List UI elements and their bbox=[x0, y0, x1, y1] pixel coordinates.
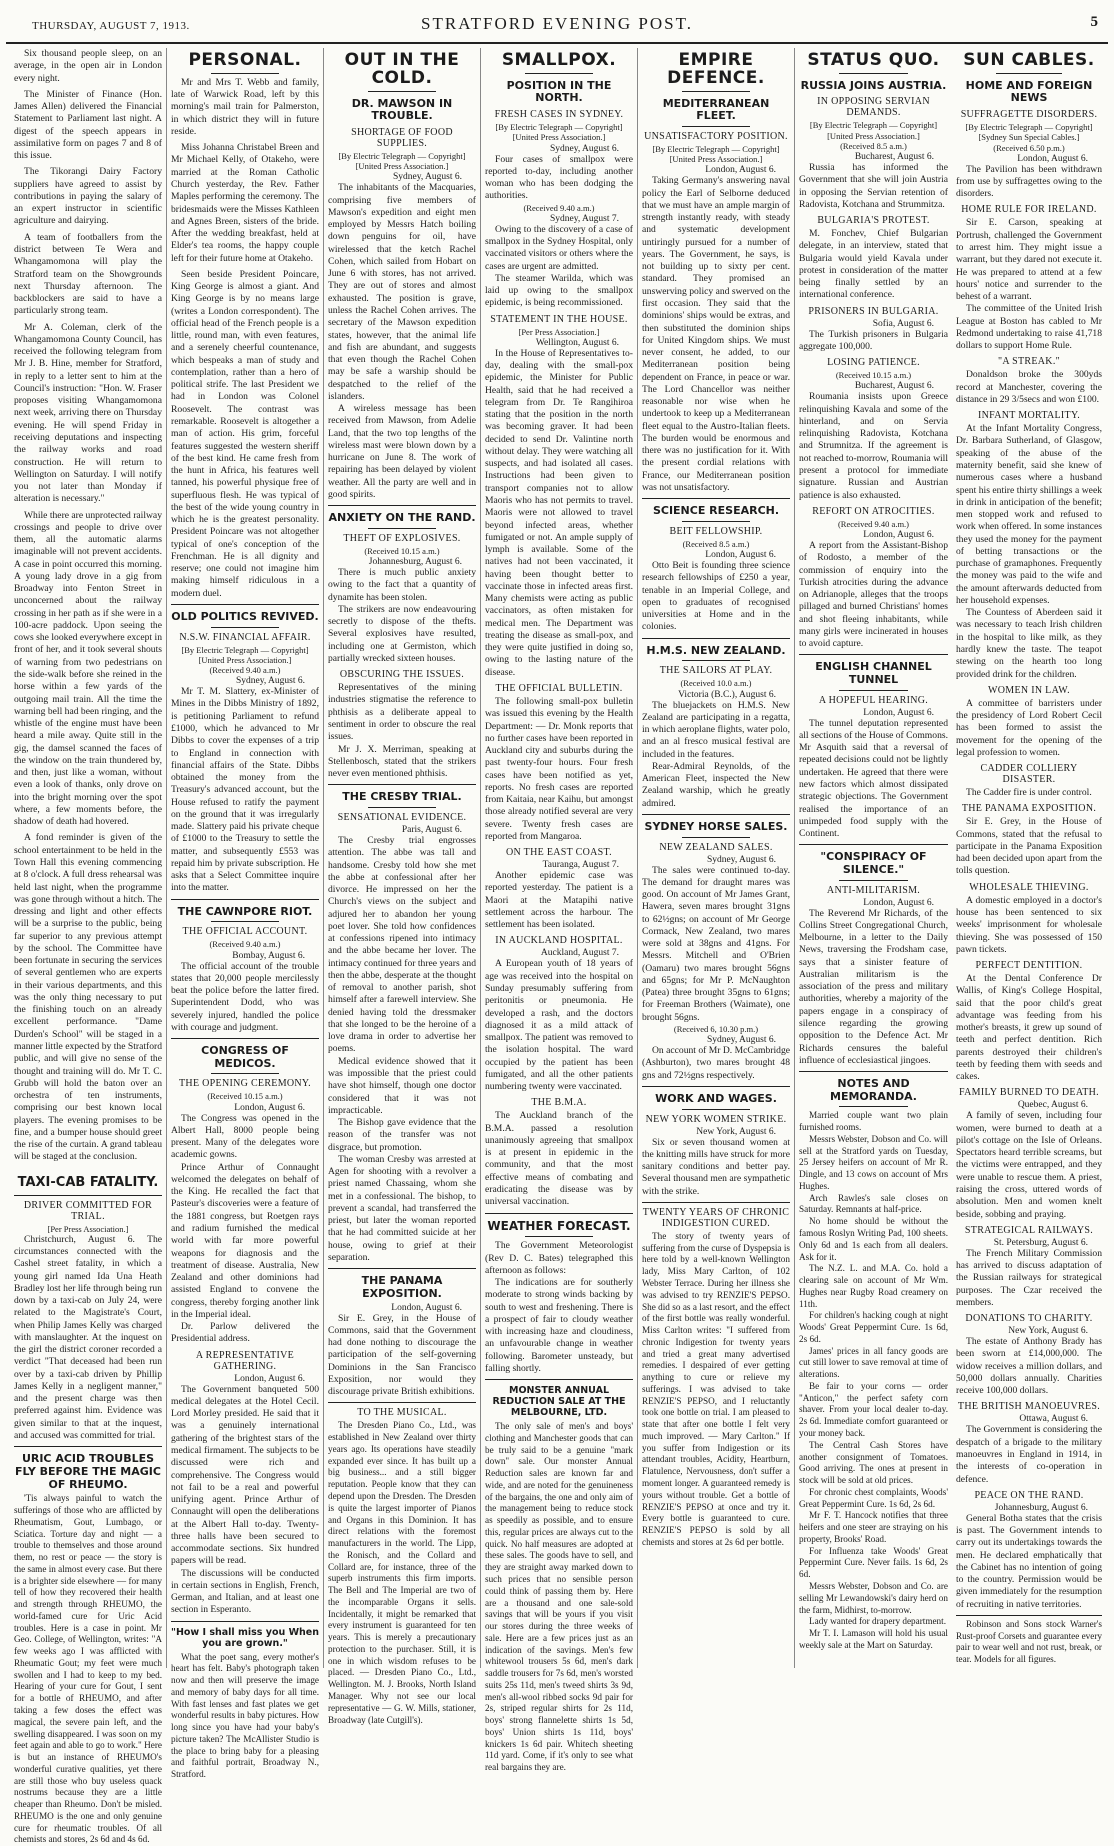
paragraph: Four cases of smallpox were reported to-day, including another woman who has been dodging the authorities. bbox=[485, 153, 633, 202]
paragraph: The Minister of Finance (Hon. James Allen) delivered the Financial Statement to Parliament last night. A digest of the speech appears in assimilative form on pages 7 and 8 of this issue. bbox=[14, 88, 162, 162]
received-time: (Received 10.15 a.m.) bbox=[835, 370, 912, 381]
advertisement-text: The Dresden Piano Co., Ltd., was established in New Zealand over thirty years ago. Its operations have steadily expanded ever since. It has built up a big business... and a still bigger reputation. People know that they can depend upon the Dresden. The Dresden is quite the largest importer of Pianos and Organs in this Dominion. It has direct relations with the foremost manufacturers in the world. The Lipp, the Ronisch, and the Collard and Collard are, for instance, three of the superb instruments this firm imports. The Bell and The Imperial are two of the incomparable Organs it sells. Incidentally, it might be remarked that every instrument is guaranteed for ten years. This is merely a precautionary protection to the purchaser. Still, it is one in which wisdom refuses to be placed. — Dresden Piano Co., Ltd., Wellington. M. J. Brooks, North Island Manager. Why not see our local representative — G. W. Mills, stationer, Broadway (late Cutgill's). bbox=[328, 1420, 476, 1725]
paragraph: Six or seven thousand women at the knitting mills have struck for more sanitary conditions and better pay. Several thousand men are sympathetic with the strike. bbox=[642, 1136, 790, 1197]
subheadline: THE OPENING CEREMONY. bbox=[179, 1078, 311, 1090]
paragraph: At the Dental Conference Dr Wallis, of King's College Hospital, said that the poor child's great advantage was feeding from his mother's breasts, it grew up sound of teeth and perfect dentition. Rich parents destroyed their children's teeth by feeding them with seeds and cakes. bbox=[956, 973, 1102, 1083]
subheadline: THEFT OF EXPLOSIVES. bbox=[343, 532, 461, 544]
received-time: (Received 6, 10.30 p.m.) bbox=[673, 1023, 759, 1034]
headline: MEDITERRANEAN FLEET. bbox=[662, 96, 770, 123]
paragraph: General Botha states that the crisis is past. The Government intends to carry out its undertakings towards the men. He declared emphatically that the Cabinet has no intention of going to the country. Permission would be given immediately for the resumption of recruiting in native territories. bbox=[956, 1512, 1102, 1610]
divider bbox=[682, 126, 750, 127]
dateline: Quebec, August 6. bbox=[1017, 1100, 1088, 1111]
paragraph: A family of seven, including four women, were burned to death at a pilot's cottage on the Isle of Orleans. Spectators heard terrible screams, but the victims were entrapped, and they were unable to rescue them. A priest, raising the cross, uttered words of absolution. Men and women knelt beside, sobbing and praying. bbox=[956, 1110, 1102, 1220]
headline: NOTES AND MEMORANDA. bbox=[830, 1077, 917, 1103]
page-number: 5 bbox=[1090, 14, 1098, 30]
divider bbox=[368, 91, 436, 92]
divider bbox=[642, 1202, 790, 1203]
received-time: (Received 10.15 a.m.) bbox=[364, 545, 440, 556]
notice: Be fair to your corns — order "Anticon," the perfect safety corn shaver. From your local dealer to-day. 2s 6d. Immediate comfort guaranteed or your money back. bbox=[799, 1380, 948, 1439]
notice: Arch Rawles's sale closes on Saturday. Remnants at half-price. bbox=[799, 1192, 948, 1215]
notice: Messrs Webster, Dobson and Co. are selling Mr Lewandowski's dairy herd on the farm, Midhirst, to-morrow. bbox=[799, 1580, 948, 1615]
paragraph: Russia has informed the Government that she will join Austria in opposing the Servian retention of Radovista, Kotchana and Strummitza. bbox=[799, 162, 948, 210]
subheadline: THE BRITISH MANOEUVRES. bbox=[957, 1401, 1101, 1413]
dateline: Wellington, August 6. bbox=[535, 337, 619, 348]
headline: WEATHER FORECAST. bbox=[487, 1218, 631, 1233]
paragraph: The discussions will be conducted in certain sections in English, French, German, and Italian, and at least one section in Esperanto. bbox=[171, 1567, 319, 1616]
divider bbox=[211, 1073, 279, 1074]
subheadline: PRISONERS IN BULGARIA. bbox=[808, 305, 939, 317]
paragraph: Mr J. X. Merriman, speaking at Stellenbosch, stated that the strikers never even mentioned phthisis. bbox=[328, 743, 476, 780]
headline: ENGLISH CHANNEL TUNNEL bbox=[815, 660, 932, 687]
section-title: OUT IN THE COLD. bbox=[344, 50, 460, 88]
dateline: Sydney, August 6. bbox=[706, 854, 776, 865]
advertisement-text: Robinson and Sons stock Warner's Rust-proof Corsets and guarantee every pair to wear well and not rust, break, or tear. Models for all figures. bbox=[956, 1618, 1102, 1665]
headline: THE CAWNPORE RIOT. bbox=[177, 904, 313, 918]
headline: SYDNEY HORSE SALES. bbox=[644, 819, 788, 833]
subheadline: NEW ZEALAND SALES. bbox=[659, 841, 773, 853]
paragraph: A fond reminder is given of the school entertainment to be held in the Town Hall this evening commencing at 8 o'clock. A full dress rehearsal was held last night, when the programme was gone through without a hitch. The dressing and light and other effects will be a surprise to the public, being far superior to any previous attempt by the school. The Committee have been fortunate in securing the services of several gentlemen who are experts in their various departments, and this was the only thing necessary to put the finishing touch on an already excellent performance. "Dame Durden's School" will be staged in a manner little expected by the Stratford public, and will give no sense of the thought and training will do. Mr T. C. Grubb will hold the baton over an orchestra of ten instruments, comprising our best known local players. The evening promises to be fine, and a bumper house should greet the rise of the curtain. A grand tableau will be staged at the conclusion. bbox=[14, 832, 162, 1163]
divider bbox=[799, 1071, 948, 1072]
subheadline: N.S.W. FINANCIAL AFFAIR. bbox=[179, 631, 311, 643]
divider bbox=[682, 1109, 750, 1110]
notice: Lady wanted for drapery department. bbox=[809, 1616, 946, 1627]
column-4 bbox=[481, 48, 638, 1773]
wire-credit: [By Electric Telegraph — Copyright] [United Press Association.] bbox=[809, 120, 938, 141]
received-time: (Received 10.0 a.m.) bbox=[680, 678, 752, 689]
paragraph: There is much public anxiety owing to the fact that a quantity of dynamite has been stolen. bbox=[328, 567, 476, 603]
notice: James' prices in all fancy goods are cut still lower to save removal at time of alterations. bbox=[799, 1345, 948, 1380]
notice: Mr T. I. Lamason will hold his usual weekly sale at the Mart on Saturday. bbox=[799, 1628, 948, 1650]
wire-credit: [Per Press Association.] bbox=[47, 1223, 129, 1234]
paragraph: The steamer Warilda, which was laid up owing to the smallpox epidemic, is being recommissioned. bbox=[485, 272, 633, 309]
divider bbox=[642, 498, 790, 499]
paragraph: Medical evidence showed that it was impossible that the priest could have shot himself, though one doctor considered that it was not impracticable. bbox=[328, 1055, 476, 1116]
divider bbox=[525, 1236, 593, 1237]
dateline: Auckland, August 7. bbox=[540, 948, 619, 959]
paragraph: The sales were continued to-day. The demand for draught mares was good. On account of Mr James Grant, Hawera, seven mares brought 31gns to 62½gns; on account of Mr George Cormack, New Zealand, two mares were sold at 38gns and 41gns. For Messrs. Mitchell and O'Brien (Oamaru) two mares brought 56gns and 65gns; for Mr P. McNaughton (Patea) three brought 35gns to 61gns; for Freeman Brothers (Waimate), one brought 56gns. bbox=[642, 864, 790, 1023]
paragraph: The Cadder fire is under control. bbox=[966, 787, 1092, 799]
subheadline: OBSCURING THE ISSUES. bbox=[339, 669, 465, 681]
received-time: (Received 8.5 a.m.) bbox=[682, 538, 750, 549]
divider bbox=[839, 880, 908, 881]
notice: Mr F. T. Hancock notifies that three heifers and one steer are straying on his property, Brooks' Road. bbox=[799, 1510, 948, 1544]
subheadline: FAMILY BURNED TO DEATH. bbox=[959, 1087, 1099, 1099]
dateline: London, August 6. bbox=[863, 707, 934, 718]
subheadline: REFORT ON ATROCITIES. bbox=[812, 505, 935, 517]
paragraph: The tunnel deputation represented all sections of the House of Commons. Mr Asquith said that a reversal of repeated decisions could not be lightly undertaken. He agreed that there were new factors which almost dissipated strategic objections. The Government realised the importance of an unimpeded food supply with the Continent. bbox=[799, 717, 948, 840]
dateline: London, August 6. bbox=[391, 1302, 462, 1313]
column-2 bbox=[167, 48, 324, 1780]
divider bbox=[485, 1213, 633, 1214]
paragraph: The estate of Anthony Brady has been sworn at £14,000,000. The widow receives a million dollars, and 50,000 dollars annually. Charities receive 100,000 dollars. bbox=[956, 1336, 1102, 1397]
paragraph: Prince Arthur of Connaught welcomed the delegates on behalf of the King. He recalled the fact that Pasteur's discoveries were a feature of the 1881 congress, but Roetgen rays and radium furnished the medical world with far more powerful weapons for diagnosis and the treatment of disease. Australia, New Zealand and other dominions had assisted England to convene the congress, thereby forging another link in the Imperial ideal. bbox=[171, 1161, 319, 1320]
dateline: London, August 6. bbox=[863, 530, 934, 540]
paragraph: Seen beside President Poincare, King George is almost a giant. And King George is by no means large (writes a London correspondent). The official head of the French people is a little, round man, with even features, and a serenely cheerful countenance, which bespeaks a man of study and contemplation, rather than a hero of political strife. The last President we had in London was Colonel Roosevelt. The contrast was remarkable. Roosevelt is altogether a man of action. His grim, forceful features suggested the western sheriff of the best kind. He came fresh from the hunt in Africa, his features well tanned, his powerful physique free of superfluous flesh. He was typical of the best of the wide young country in which he is the greatest personality. President Poincare was not altogether typical of one's conception of the Frenchman. He is all dignity and reserve; one could not imagine him making himself ridiculous in a modern duel. bbox=[171, 268, 319, 599]
dateline: London, August 6. bbox=[234, 1373, 305, 1384]
divider bbox=[14, 1195, 162, 1196]
paragraph: M. Fonchev, Chief Bulgarian delegate, in an interview, stated that Bulgaria would yield Kavala under protest in consideration of the matter being finally settled by an international conference. bbox=[799, 228, 948, 301]
paragraph: Taking Germany's answering naval policy the Earl of Selborne deduced that we must have an ample margin of strength instantly ready, with steady and systematic development untiringly pursued for a number of years. The Government, he says, is not building up to sixty per cent. standard. They promised an unswerving policy and swerved on the first occasion. They said that the dominions' ships would be extras, and then substituted the dominion ships for United Kingdom ships. We must never consent, he added, to our Mediterranean position being dependent on France, in peace or war. The Lord Chancellor was neither reasonable nor wise when he undertook to keep up a Mediterranean fleet equal to the Austro-Italian fleets. The burden would be enormous and there was no justification for it. With the present cordial relations with France, our Mediterranean position was not unsatisfactory. bbox=[642, 175, 790, 493]
paragraph: The Cresby trial engrosses attention. The abbe was tall and handsome. Cresby told how she met the abbe at confessional after her divorce. He impressed on her the Church's views on the subject and adjured her to abandon her young poet lover. She told how confidences at confessions ripened into intimacy and the abbe became her lover. The intimacy continued for three years and then the abbe, desperate at the thought of removal to another parish, shot himself after a farewell interview. She denied having told the dressmaker that she longed to be the heroine of a love drama in order to advertise her poems. bbox=[328, 834, 476, 1055]
paragraph: Sir E. Grey, in the House of Commons, stated that the refusal to participate in the Panama Exposition had been decided upon apart from the tolls question. bbox=[956, 816, 1102, 877]
divider bbox=[799, 654, 948, 655]
notice: For children's hacking cough at night Woods' Great Peppermint Cure. 1s 6d, 2s 6d. bbox=[799, 1310, 948, 1344]
paragraph: The inhabitants of the Macquaries, comprising five members of Mawson's expedition and eight men employed by Messrs Hatch boiling down penguins for oil, have wirelessed that the ketch Rachel Cohen, which sailed from Hobart on June 6 with stores, has not arrived. They are out of stores and almost exhausted. The position is grave, unless the Rachel Cohen arrives. The secretary of the Mawson expedition states, however, that the animal life and fish are abundant, and suggests that even though the Rachel Cohen may be safe a warship should be despatched to the relief of the islanders. bbox=[328, 182, 476, 402]
subheadline: HOME RULE FOR IRELAND. bbox=[961, 204, 1097, 216]
dateline: London, August 6. bbox=[234, 1102, 305, 1113]
paragraph: The bluejackets on H.M.S. New Zealand are participating in a regatta, in which aeroplane flights, water polo, and an al fresco musical festival are included in the features. bbox=[642, 699, 790, 760]
issue-date: THURSDAY, AUGUST 7, 1913. bbox=[32, 20, 190, 32]
subheadline: SUFFRAGETTE DISORDERS. bbox=[960, 109, 1098, 121]
paragraph: Mr and Mrs T. Webb and family, late of Warwick Road, left by this morning's mail train for Palmerston, in which district they will in future reside. bbox=[171, 76, 319, 137]
divider bbox=[485, 1379, 633, 1380]
subheadline: INFANT MORTALITY. bbox=[977, 410, 1081, 422]
divider bbox=[368, 528, 436, 529]
headline: THE CRESBY TRIAL. bbox=[342, 790, 462, 804]
notice: For Influenza take Woods' Great Peppermint Cure. Never fails. 1s 6d, 2s 6d. bbox=[799, 1545, 948, 1580]
paragraph: Another epidemic case was reported yesterday. The patient is a Maori at the Matapihi native settlement across the harbour. The settlement has been isolated. bbox=[485, 870, 633, 931]
notice: For chronic chest complaints, Woods' Great Peppermint Cure. 1s 6d, 2s 6d. bbox=[799, 1486, 948, 1509]
subheadline: "A STREAK." bbox=[997, 356, 1061, 368]
divider bbox=[525, 73, 593, 74]
wire-credit: [By Electric Telegraph — Copyright] [United Press Association.] bbox=[338, 150, 466, 172]
dateline: New York, August 6. bbox=[1008, 1326, 1088, 1337]
received-time: (Received 9.40 a.m.) bbox=[523, 202, 595, 213]
subheadline: LOSING PATIENCE. bbox=[827, 357, 920, 369]
divider bbox=[328, 505, 476, 506]
divider bbox=[14, 1446, 162, 1447]
paragraph: The French Military Commission has arrived to discuss adaptation of the Russian railways for strategical purposes. The Czar received the members. bbox=[956, 1247, 1102, 1308]
divider bbox=[328, 784, 476, 785]
paragraph: Mr T. M. Slattery, ex-Minister of Mines in the Dibbs Ministry of 1892, is petitioning Parliament to refund £1000, which he advanced to Mr Dibbs to cover the expenses of a trip to England in connection with financial affairs of the State. Dibbs obtained the money from the Treasury's advanced account, but the House refused to ratify the payment on the ground that it was irregularly made. Slattery paid his private cheque of £1000 to the Treasury to settle the matter, and subsequently £553 was repaid him by private subscription. He asks that a Select Committee inquire into the matter. bbox=[171, 686, 319, 894]
dateline: London, August 6. bbox=[1017, 153, 1088, 164]
subheadline: STRATEGICAL RAILWAYS. bbox=[964, 1224, 1094, 1236]
subheadline: ANTI-MILITARISM. bbox=[826, 884, 921, 896]
paragraph: The Government Meteorologist (Rev D. C. Bates) telegraphed this afternoon as follows: bbox=[485, 1240, 633, 1276]
paragraph: The Tikorangi Dairy Factory suppliers have agreed to assist by contributions in paying the salary of an expert instructor in scientific agriculture and dairying. bbox=[14, 166, 162, 227]
divider bbox=[171, 1621, 319, 1622]
paragraph: Mr A. Coleman, clerk of the Whangamomona County Council, has received the following telegram from Mr J. B. Hine, member for Stratford, in reply to a letter sent to him at the Council's instruction: "Hon. W. Fraser proposes visiting Whangamomona next week, arriving there on Thursday evening. He will spend Friday in receiving deputations and inspecting the railway works and road construction. He will return to Wellington on Saturday. I will notify you not later than Monday if alteration is necessary." bbox=[14, 321, 162, 505]
subheadline: IN AUCKLAND HOSPITAL. bbox=[495, 935, 623, 947]
paragraph: A European youth of 18 years of age was received into the hospital on Sunday presumably suffering from peritonitis or pneumonia. He developed a rash, and the doctors diagnosed it as a mild attack of smallpox. The patient was removed to the isolation hospital. The ward occupied by the patient has been fumigated, and all the other patients numbering twenty were vaccinated. bbox=[485, 958, 633, 1093]
section-title: EMPIRE DEFENCE. bbox=[667, 50, 765, 88]
headline: POSITION IN THE NORTH. bbox=[506, 78, 612, 105]
headline: HOME AND FOREIGN NEWS bbox=[965, 78, 1093, 105]
paragraph: The Bishop gave evidence that the reason of the transfer was not disgrace, but promotion. bbox=[328, 1117, 476, 1153]
dateline: Paris, August 6. bbox=[401, 824, 462, 835]
headline: H.M.S. NEW ZEALAND. bbox=[646, 643, 786, 657]
subheadline: A REPRESENTATIVE GATHERING. bbox=[195, 1349, 295, 1372]
paragraph: The Auckland branch of the B.M.A. passed a resolution unanimously agreeing that smallpox is at present in epidemic in the community, and that the most effective means of combating and eradicating the disease was by universal vaccination. bbox=[485, 1110, 633, 1208]
advertisement-headline: MONSTER ANNUAL REDUCTION SALE AT THE MELBOURNE, LTD. bbox=[492, 1385, 626, 1419]
paragraph: The official account of the trouble states that 20,000 people mercilessly beat the police before the latter fired. Superintendent Dodd, who was severely injured, handled the police with courage and judgment. bbox=[171, 960, 319, 1033]
paragraph: Sir E. Grey, in the House of Commons, said that the Government had done nothing to discourage the participation of the self-governing Dominions in the San Francisco Exposition, nor would they discourage private British exhibitions. bbox=[328, 1312, 476, 1398]
subheadline: STATEMENT IN THE HOUSE. bbox=[490, 313, 628, 325]
headline: URIC ACID TROUBLES FLY BEFORE THE MAGIC OF RHEUMO. bbox=[15, 1452, 161, 1491]
masthead bbox=[6, 0, 1108, 44]
subheadline: IN OPPOSING SERVIAN DEMANDS. bbox=[817, 96, 930, 119]
paragraph: The Congress was opened in the Albert Hall, 8000 people being present. Many of the delegates wore academic gowns. bbox=[171, 1112, 319, 1161]
dateline: London, August 6. bbox=[705, 165, 776, 176]
divider bbox=[642, 1086, 790, 1087]
dateline: Bucharest, August 6. bbox=[854, 381, 934, 392]
paragraph: Roumania insists upon Greece relinquishing Kavala and some of the hinterland, and on Servia relinquishing Radovista, Kotchana and Strumnitza. If the agreement is not reached to-morrow, Roumania will present a protocol for immediate signature. Russian and Austrian patience is also exhausted. bbox=[799, 391, 948, 501]
column-6 bbox=[795, 48, 952, 1668]
paragraph: Otto Beit is founding three science research fellowships of £250 a year, tenable in an Imperial College, and open to graduates of recognised universities at Home and in the colonies. bbox=[642, 560, 790, 633]
paragraph: The Reverend Mr Richards, of the Collins Street Congregational Church, Melbourne, in a letter to the Daily News, traversing the Frodsham case, says that a sinister feature of Australian militarism is the association of the press and military authorities, whereby a majority of the papers engage in a conspiracy of silence regarding the growing opposition to the Defence Act. Mr Richards censures the baleful influence of ecclesiastical jingoes. bbox=[799, 907, 948, 1066]
paragraph: A domestic employed in a doctor's house has been sentenced to six weeks' imprisonment for wholesale thieving. She was possessed of 150 pawn tickets. bbox=[956, 894, 1102, 955]
wire-credit: [By Electric Telegraph — Copyright] [Sydney Sun Special Cables.] bbox=[965, 122, 1093, 143]
section-title: SUN CABLES. bbox=[963, 50, 1095, 70]
paragraph: The Turkish prisoners in Bulgaria aggregate 100,000. bbox=[799, 328, 948, 352]
headline: TAXI-CAB FATALITY. bbox=[17, 1174, 159, 1190]
column-3 bbox=[324, 48, 481, 1725]
divider bbox=[328, 1402, 476, 1403]
divider bbox=[211, 921, 279, 922]
subheadline: A HOPEFUL HEARING. bbox=[818, 694, 929, 706]
subheadline: BEIT FELLOWSHIP. bbox=[669, 525, 763, 537]
paragraph: A wireless message has been received from Mawson, from Adelie Land, that the two top lengths of the wireless mast were blown down by a hurricane on June 8. The work of repairing has been delayed by violent weather. All the party are well and in good spirits. bbox=[328, 403, 476, 500]
divider bbox=[642, 638, 790, 639]
dateline: Sydney, August 6. bbox=[706, 1035, 776, 1046]
divider bbox=[642, 814, 790, 815]
paragraph: A team of footballers from the district between Te Wera and Whangamomona will play the Stratford team on the Showgrounds next Thursday afternoon. The backblockers are said to have a particularly strong team. bbox=[14, 231, 162, 317]
subheadline: DRIVER COMMITTED FOR TRIAL. bbox=[23, 1199, 153, 1222]
headline: OLD POLITICS REVIVED. bbox=[171, 610, 319, 623]
divider bbox=[171, 1038, 319, 1039]
paragraph: The woman Cresby was arrested at Agen for shooting with a revolver a priest named Chassaing, whom she met in a confessional. The bishop, to prevent a scandal, had transferred the priest, but later the woman reported that he had committed suicide at her house, owing to grief at their separation. bbox=[328, 1153, 476, 1263]
subheadline: BULGARIA'S PROTEST. bbox=[817, 215, 930, 227]
subheadline: NEW YORK WOMEN STRIKE. bbox=[645, 1113, 787, 1125]
subheadline: THE OFFICIAL ACCOUNT. bbox=[182, 926, 308, 938]
advertisement-headline: TWENTY YEARS OF CHRONIC INDIGESTION CURED. bbox=[642, 1206, 790, 1229]
dateline: Johannesburg, August 6. bbox=[368, 557, 462, 568]
paragraph: Representatives of the mining industries stigmatise the reference to phthisis as a deliberate appeal to sentiment in order to obscure the real issues. bbox=[328, 682, 476, 743]
divider bbox=[682, 91, 750, 92]
headline: SCIENCE RESEARCH. bbox=[652, 504, 780, 518]
dateline: Sydney, August 7. bbox=[549, 213, 619, 224]
divider bbox=[682, 837, 750, 838]
divider bbox=[171, 604, 319, 605]
dateline: Victoria (B.C.), August 6. bbox=[678, 689, 776, 700]
subheadline: SHORTAGE OF FOOD SUPPLIES. bbox=[351, 126, 453, 149]
subheadline: FRESH CASES IN SYDNEY. bbox=[494, 109, 624, 121]
divider bbox=[839, 1106, 908, 1107]
headline: CONGRESS OF MEDICOS. bbox=[201, 1044, 289, 1070]
paragraph: On account of Mr D. McCambridge (Ashburton), two mares brought 48 gns and 72½gns respectively. bbox=[642, 1045, 791, 1081]
dateline: Sofia, August 6. bbox=[872, 318, 934, 329]
notice: Messrs Webster, Dobson and Co. will sell at the Stratford yards on Tuesday, 25 Jersey heifers on account of Mr R. Dingle, and 13 cows on account of Mrs Hughes. bbox=[799, 1133, 948, 1191]
subheadline: WOMEN IN LAW. bbox=[988, 684, 1070, 696]
dateline: Bombay, August 6. bbox=[232, 950, 305, 961]
headline: ANXIETY ON THE RAND. bbox=[328, 511, 476, 525]
paragraph: A committee of barristers under the presidency of Lord Robert Cecil has been formed to assist the movement for the opening of the legal profession to women. bbox=[956, 697, 1102, 758]
advertisement-headline: TO THE MUSICAL. bbox=[357, 1407, 447, 1419]
dateline: Johannesburg, August 6. bbox=[994, 1502, 1088, 1513]
notice: The Central Cash Stores have another consignment of Tomatoes. Good arriving. The ones at present in stock will be sold at old prices. bbox=[799, 1439, 948, 1486]
wire-credit: [By Electric Telegraph — Copyright] [United Press Association.] bbox=[495, 122, 623, 143]
headline: THE PANAMA EXPOSITION. bbox=[361, 1274, 443, 1300]
paragraph: Rear-Admiral Reynolds, of the American Fleet, inspected the New Zealand warship, which he greatly admired. bbox=[642, 760, 790, 809]
subheadline: WHOLESALE THIEVING. bbox=[969, 881, 1089, 893]
advertisement-headline: "How I shall miss you When you are grown." bbox=[171, 1626, 320, 1649]
wire-credit: [Per Press Association.] bbox=[518, 326, 600, 337]
column-1 bbox=[10, 48, 167, 1845]
wire-credit: [By Electric Telegraph — Copyright] [United Press Association.] bbox=[181, 644, 309, 665]
paragraph: Sir E. Carson, speaking at Portrush, challenged the Government to arrest him. They might issue a warrant, but they dared not execute it. He was prepared to attend at a few hours' notice and surrender to the behest of a warrant. bbox=[956, 217, 1102, 303]
paragraph: Dr. Parlow delivered the Presidential address. bbox=[171, 1321, 319, 1345]
divider bbox=[839, 73, 908, 74]
paragraph: The indications are for southerly moderate to strong winds backing by south to west and freshening. There is a prospect of fair to cloudy weather with increasing haze and cloudiness, an unfavourable change in weather following. Barometer unsteady, but falling shortly. bbox=[485, 1277, 633, 1374]
subheadline: THE B.M.A. bbox=[531, 1097, 587, 1109]
paragraph: The following small-pox bulletin was issued this evening by the Health Department: — Dr. Monk reports that no further cases have been reported in Auckland city and suburbs during the past twenty-four hours. Four fresh cases have been notified as yet, reports. No fresh cases are reported from Kaitaia, near Kaihu, but amongst those already notified several are very severe. Twenty fresh cases are reported from Mangaroa. bbox=[485, 695, 633, 842]
paragraph: In the House of Representatives to-day, dealing with the small-pox epidemic, the Minister for Public Health, said that he had received a telegram from Dr. Te Rangihiroa stating that the position in the north was becoming graver. It had been decided to send Dr. Valintine north without delay. They were watching all suspects, and had isolated all cases. Instructions had been given to transport companies not to allow Maoris who has not permits to travel. Maoris were not allowed to travel beyond infected areas, whether fumigated or not. An ample supply of lymph is available. Some of the natives had not been vaccinated, it having been thought better to vaccinate those in infected areas first. Many chemists were acting as public vaccinators, as often mistaken for medical men. The Department was treating the disease as small-pox, and they were quite justified in doing so, owing to the lasting nature of the disease. bbox=[485, 347, 633, 678]
paragraph: The committee of the United Irish League at Boston has cabled to Mr Redmond undertaking to raise 41,718 dollars to support Home Rule. bbox=[956, 303, 1102, 352]
advertisement-text: The story of twenty years of suffering from the curse of Dyspepsia is here told by a well-known Wellington lady, Miss Mary Carlton, of 102 Webster Terrace. During her illness she was advised to try RENZIE'S PEPSO. She did so as a last resort, and the effect of the first bottle was really wonderful. Miss Carlton writes: "I suffered from chronic Indigestion for twenty years and tried a great many advertised remedies. I despaired of ever getting anything to cure or relieve my sufferings. I was advised to take RENZIE'S PEPSO, and I reluctantly took one bottle on trial. I am pleased to state that after one bottle I felt very much improved. — Mary Carlton." If you suffer from Indigestion or its attendant troubles, Acidity, Heartburn, Flatulence, Nervousness, don't suffer a moment longer. A guaranteed remedy is yours without trouble. Get a bottle of RENZIE'S PEPSO at once and try it. Every bottle is guaranteed to cure. RENZIE'S PEPSO is sold by all chemists and stores at 2s 6d per bottle. bbox=[642, 1230, 790, 1547]
received-time: (Received 6.50 p.m.) bbox=[993, 142, 1065, 153]
received-time: (Received 9.40 a.m.) bbox=[837, 518, 910, 529]
divider bbox=[799, 844, 948, 845]
paragraph: The Government banqueted 500 medical delegates at the Hotel Cecil. Lord Morley presided. He said that it was a genuinely international gathering of the brightest stars of the medical firmament. The subjects to be discussed were rich and comprehensive. The Congress would not fail to be a real and powerful unifying agent. Prince Arthur of Connaught will open the deliberations at the Albert Hall to-day. Twenty-three halls have been secured to accommodate sections. Six hundred papers will be read. bbox=[171, 1383, 319, 1567]
paragraph: Christchurch, August 6. The circumstances connected with the Cashel street fatality, in which a young girl named Ida Una Heath Bradley lost her life through being run down by a taxi-cab on July 24, were related to the Magistrate's Court, when Philip James Kelly was charged with manslaughter. At the inquest on the girl the district coroner recorded a verdict "That deceased had been run over by a taxi-cab driven by Phillip James Kelly in a negligent manner," and the present charge was then preferred against him. Evidence was given similar to that at the inquest, and accused was committed for trial. bbox=[14, 1233, 162, 1442]
headline: RUSSIA JOINS AUSTRIA. bbox=[800, 78, 947, 92]
dateline: Tauranga, August 7. bbox=[542, 860, 619, 871]
subheadline: PERFECT DENTITION. bbox=[975, 960, 1083, 972]
section-title: STATUS QUO. bbox=[807, 50, 940, 70]
subheadline: PEACE ON THE RAND. bbox=[974, 1489, 1084, 1501]
wire-credit: [By Electric Telegraph — Copyright] [United Press Association.] bbox=[652, 143, 780, 165]
paragraph: The Government is considering the despatch of a brigade to the military manoeuvres in England in 1914, in the interests of co-operation in defence. bbox=[956, 1424, 1102, 1485]
divider bbox=[211, 627, 279, 628]
divider bbox=[211, 73, 279, 74]
headline: WORK AND WAGES. bbox=[655, 1091, 777, 1105]
paragraph: While there are unprotected railway crossings and people to drive over them, all the automatic alarms imaginable will not prevent accidents. A case in point occurred this morning. A young lady drove in a gig from Broadway into Fenton Street in unconcerned about the railway crossing in her path as if she were in a 100-acre paddock. Upon seeing the cows she looked everywhere except in front of her, and it took several shouts of warning from two pedestrians on the side-walk before she reined in the horse within a few yards of the outgoing mail train. All the time the warning bell had been ringing, and the whistle of the engine must have been heard a mile away. Quite still in the gig, the damsel scanned the faces of the window on the train thundered by, and then, just like a woman, without even a look of thanks, only drove on into the bright morning over the spot where, a few moments before, the shadow of death had hovered. bbox=[14, 509, 162, 828]
dateline: Sydney, August 6. bbox=[392, 172, 462, 183]
paragraph: The strikers are now endeavouring secretly to dispose of the thefts. Several explosives have resulted, including one at Germiston, which partially wrecked sixteen houses. bbox=[328, 603, 476, 664]
divider bbox=[368, 807, 436, 808]
column-5 bbox=[638, 48, 795, 1668]
headline: DR. MAWSON IN TROUBLE. bbox=[351, 96, 453, 123]
received-time: (Received 10.15 a.m.) bbox=[207, 1091, 283, 1102]
paragraph: The Pavilion has been withdrawn from use by suffragettes owing to the disorders. bbox=[956, 163, 1102, 200]
paragraph: At the Infant Mortality Congress, Dr. Barbara Sutherland, of Glasgow, speaking of the abuse of the maternity benefit, said she knew of numerous cases where a husband spent his entire thirty shillings a week in drink in anticipation of the benefit; men stopped work and refused to work when offered. In some instances they used the money for the payment of betting transactions or the purchase of gramaphones. Frequently the money was paid to the wife and the amount afterwards deducted from her household expenses. bbox=[956, 423, 1102, 606]
divider bbox=[839, 690, 908, 691]
notice: No home should be without the famous Roslyn Writing Pad, 100 sheets. Only 6d and 1s each from all dealers. Ask for it. bbox=[799, 1216, 948, 1262]
subheadline: THE SAILORS AT PLAY. bbox=[659, 665, 773, 677]
paragraph: Donaldson broke the 300yds record at Manchester, covering the distance in 29 3/5secs and won £100. bbox=[956, 369, 1102, 405]
advertisement-text: The only sale of men's and boys' clothing and Manchester goods that can be truly said to be a genuine "mark down" sale. Our monster Annual Reduction sales are known far and wide, and are noted for the genuineness of the bargains, the one and only aim of the management being to reduce stock as speedily as possible, and to ensure this, regular prices are always cut to the quick. No half measures are adopted at these sales. The goods have to sell, and they are straight away marked down to such prices that no sensible person could think of passing them by. Here are a thousand and one sale-sold savings that will be yours if you visit our stores during the three weeks of sale. Here are a few prices just as an indication of the savings. Men's few whitewool trousers 5s 6d, men's dark saddle trousers for 7s 6d, men's worsted suits 25s 11d, men's tweed shirts 3s 9d, men's all-wool ribbed socks 9d pair for 2s, striped regular shirts for 2s 11d, boys' strong flannelette shirts 1s 5d, boys' Union shirts 1s 11d, boys' knickers 1s 6d pair. Whitech sheeting 11d yard. Come, if it's only to see what real bargains they are. bbox=[485, 1421, 633, 1773]
advertisement-text: 'Tis always painful to watch the sufferings of those who are afflicted by Rheumatism, Gout, Lumbago, or Sciatica. Torture day and night — a trouble to themselves and those around them, no rest or peace — the story is the same in almost every case. But there is a brighter side elsewhere — for many tell of how they recovered their health and strength through RHEUMO, the world-famed cure for Uric Acid troubles. Here is a case in point. Mr Geo. College, of Wellington, writes: "A few weeks ago I was afflicted with Rheumatic Gout; my feet were much swollen and I had to keep to my bed. Hearing of your cure for Gout, I sent for a bottle of RHEUMO, and after taking a few doses the effect was magical, the severe pain left, and the swelling disappeared. I was soon on my feet again and able to go to work." Here is but an instance of RHEUMO's wonderful curative qualities, yet there are still those who buy useless quack nostrums because they are a little cheaper than Rheumo. Don't be misled. RHEUMO is the one and only genuine cure for rheumatic troubles. Of all chemists and stores, 2s 6d and 4s 6d. bbox=[14, 1493, 162, 1845]
advertisement-text: What the poet sang, every mother's heart has felt. Baby's photograph taken now and then will preserve the image and memory of baby days for all time. With fast lenses and fast plates we get wonderful results in baby pictures. How long since you have had your baby's picture taken? The McAllister Studio is the place to bring baby for a pleasing and faithful portrait, Broadway N., Stratford. bbox=[171, 1651, 319, 1780]
received-time: (Received 9.40 a.m.) bbox=[209, 939, 281, 950]
paragraph: Miss Johanna Christabel Breen and Mr Michael Kelly, of Otakeho, were married at the Roman Catholic Church yesterday, the Rev. Father Maples performing the ceremony. The bridesmaids were the Misses Kathleen and Agnes Breen, sisters of the bride. After the wedding breakfast, held at Elder's tea rooms, the happy couple left for their future home at Otakeho. bbox=[171, 142, 319, 264]
paragraph: Owing to the discovery of a case of smallpox in the Sydney Hospital, only vaccinated visitors or others where the cases are urgent are admitted. bbox=[485, 223, 633, 272]
notice: Married couple want two plain furnished rooms. bbox=[799, 1110, 948, 1133]
notice: The N.Z. L. and M.A. Co. hold a clearing sale on account of Mr Wm. Hughes near Rugby Road creamery on 11th. bbox=[799, 1263, 948, 1309]
divider bbox=[682, 521, 750, 522]
dateline: Ottawa, August 6. bbox=[1019, 1414, 1088, 1425]
page-columns bbox=[10, 48, 1106, 1845]
subheadline: THE OFFICIAL BULLETIN. bbox=[495, 682, 623, 694]
subheadline: DONATIONS TO CHARITY. bbox=[965, 1313, 1093, 1325]
subheadline: UNSATISFACTORY POSITION. bbox=[644, 130, 788, 142]
headline: "CONSPIRACY OF SILENCE." bbox=[820, 850, 927, 876]
subheadline: THE PANAMA EXPOSITION. bbox=[961, 803, 1097, 815]
dateline: St. Petersburg, August 6. bbox=[993, 1237, 1088, 1248]
section-title: PERSONAL. bbox=[188, 50, 302, 70]
section-title: SMALLPOX. bbox=[501, 50, 617, 70]
paragraph: A report from the Assistant-Bishop of Rodosto, a member of the commission of enquiry into the Turkish atrocities during the advance on Adrianople, alleges that the troops pillaged and burned Christians' homes and shot fleeing inhabitants, while many girls were incinerated in houses to avoid capture. bbox=[799, 540, 948, 650]
divider bbox=[171, 899, 319, 900]
paragraph: Six thousand people sleep, on an average, in the open air in London every night. bbox=[14, 48, 162, 84]
received-time: (Received 8.5 a.m.) bbox=[840, 140, 907, 151]
divider bbox=[682, 660, 750, 661]
received-time: (Received 9.40 a.m.) bbox=[209, 665, 281, 676]
subheadline: CADDER COLLIERY DISASTER. bbox=[980, 763, 1078, 786]
divider bbox=[328, 1268, 476, 1269]
dateline: Sydney, August 6. bbox=[549, 143, 619, 154]
dateline: London, August 6. bbox=[705, 550, 776, 561]
subheadline: SENSATIONAL EVIDENCE. bbox=[337, 811, 467, 823]
dateline: New York, August 6. bbox=[696, 1126, 776, 1137]
newspaper-title: STRATFORD EVENING POST. bbox=[421, 14, 693, 33]
dateline: London, August 6. bbox=[863, 897, 934, 908]
dateline: Sydney, August 6. bbox=[235, 676, 305, 687]
paragraph: The Countess of Aberdeen said it was necessary to teach Irish children in the hospital to like milk, as they hardly knew the taste. The teapot stewing on the hearth too long provided drink for the children. bbox=[956, 607, 1102, 680]
subheadline: ON THE EAST COAST. bbox=[506, 847, 612, 859]
dateline: Bucharest, August 6. bbox=[854, 152, 934, 163]
